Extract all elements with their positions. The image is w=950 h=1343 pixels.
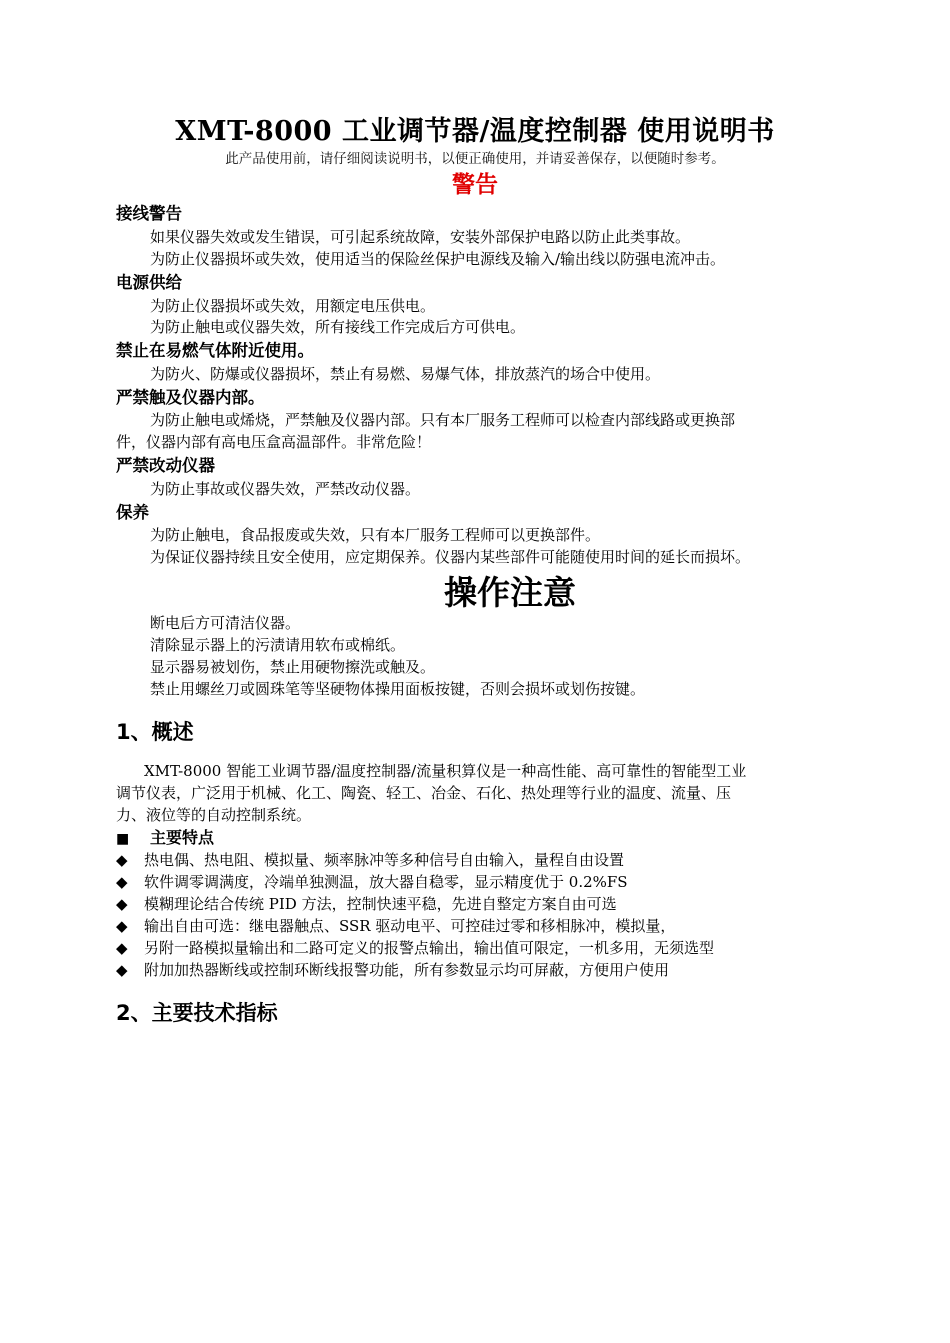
no-touch-interior-heading: 严禁触及仪器内部。: [116, 388, 265, 407]
maintenance-heading: 保养: [116, 503, 149, 522]
specs-section-title: 2、主要技术指标: [116, 1001, 278, 1025]
diamond-bullet-icon: ◆: [116, 939, 128, 957]
features-title: 主要特点: [150, 828, 215, 847]
operation-note-2: 清除显示器上的污渍请用软布或棉纸。: [150, 636, 406, 654]
feature-text: 输出自由可选：继电器触点、SSR 驱动电平、可控硅过零和移相脉冲，模拟量，: [144, 917, 676, 935]
maintenance-line-1: 为防止触电，食品报废或失效，只有本厂服务工程师可以更换部件。: [150, 526, 601, 544]
no-touch-interior-line-2: 件，仪器内部有高电压盒高温部件。非常危险！: [116, 433, 432, 451]
operation-notes-title: 操作注意: [444, 573, 576, 612]
feature-item: [116, 916, 675, 938]
diamond-bullet-icon: ◆: [116, 895, 128, 913]
warning-heading: 警告: [452, 171, 498, 198]
diamond-bullet-icon: ◆: [116, 873, 128, 891]
overview-paragraph-line-2: 调节仪表，广泛用于机械、化工、陶瓷、轻工、冶金、石化、热处理等行业的温度、流量、压: [116, 784, 732, 802]
features-heading: [116, 827, 214, 850]
feature-item: [116, 850, 624, 872]
flammable-gas-heading: 禁止在易燃气体附近使用。: [116, 341, 314, 360]
wiring-warning-line-2: 为防止仪器损坏或失效，使用适当的保险丝保护电源线及输入/输出线以防强电流冲击。: [150, 250, 726, 268]
square-bullet-icon: ■: [116, 831, 130, 847]
feature-text: 另附一路模拟量输出和二路可定义的报警点输出，输出值可限定，一机多用，无须选型: [144, 939, 715, 957]
no-modification-line-1: 为防止事故或仪器失效，严禁改动仪器。: [150, 480, 421, 498]
feature-text: 附加加热器断线或控制环断线报警功能，所有参数显示均可屏蔽，方便用户使用: [144, 961, 670, 979]
diamond-bullet-icon: ◆: [116, 917, 128, 935]
document-title: XMT-8000 工业调节器/温度控制器 使用说明书: [175, 116, 775, 147]
power-supply-heading: 电源供给: [116, 273, 182, 292]
overview-section-title: 1、概述: [116, 720, 194, 744]
power-supply-line-1: 为防止仪器损坏或失效，用额定电压供电。: [150, 297, 436, 315]
operation-note-4: 禁止用螺丝刀或圆珠笔等坚硬物体操用面板按键，否则会损坏或划伤按键。: [150, 680, 646, 698]
document-subtitle: 此产品使用前，请仔细阅读说明书，以便正确使用，并请妥善保存，以便随时参考。: [225, 151, 725, 167]
flammable-gas-line-1: 为防火、防爆或仪器损坏，禁止有易燃、易爆气体，排放蒸汽的场合中使用。: [150, 365, 661, 383]
no-touch-interior-line-1: 为防止触电或烯烧，严禁触及仪器内部。只有本厂服务工程师可以检查内部线路或更换部: [150, 411, 736, 429]
operation-note-3: 显示器易被划伤，禁止用硬物擦洗或触及。: [150, 658, 436, 676]
feature-item: [116, 960, 669, 982]
diamond-bullet-icon: ◆: [116, 851, 128, 869]
no-modification-heading: 严禁改动仪器: [116, 456, 215, 475]
overview-paragraph-line-3: 力、液位等的自动控制系统。: [116, 806, 312, 824]
wiring-warning-heading: 接线警告: [116, 204, 182, 223]
feature-item: [116, 938, 714, 960]
feature-item: [116, 894, 617, 916]
wiring-warning-line-1: 如果仪器失效或发生错误，可引起系统故障，安装外部保护电路以防止此类事故。: [150, 228, 691, 246]
operation-note-1: 断电后方可清洁仪器。: [150, 614, 301, 632]
overview-paragraph-line-1: XMT-8000 智能工业调节器/温度控制器/流量积算仪是一种高性能、高可靠性的智能型工业: [144, 762, 747, 780]
power-supply-line-2: 为防止触电或仪器失效，所有接线工作完成后方可供电。: [150, 318, 526, 336]
feature-text: 模糊理论结合传统 PID 方法，控制快速平稳，先进自整定方案自由可选: [144, 895, 617, 913]
maintenance-line-2: 为保证仪器持续且安全使用，应定期保养。仪器内某些部件可能随使用时间的延长而损坏。: [150, 548, 751, 566]
feature-item: [116, 872, 628, 894]
feature-text: 软件调零调满度，冷端单独测温，放大器自稳零，显示精度优于 0.2%FS: [144, 873, 628, 891]
diamond-bullet-icon: ◆: [116, 961, 128, 979]
feature-text: 热电偶、热电阻、模拟量、频率脉冲等多种信号自由输入，量程自由设置: [144, 851, 625, 869]
